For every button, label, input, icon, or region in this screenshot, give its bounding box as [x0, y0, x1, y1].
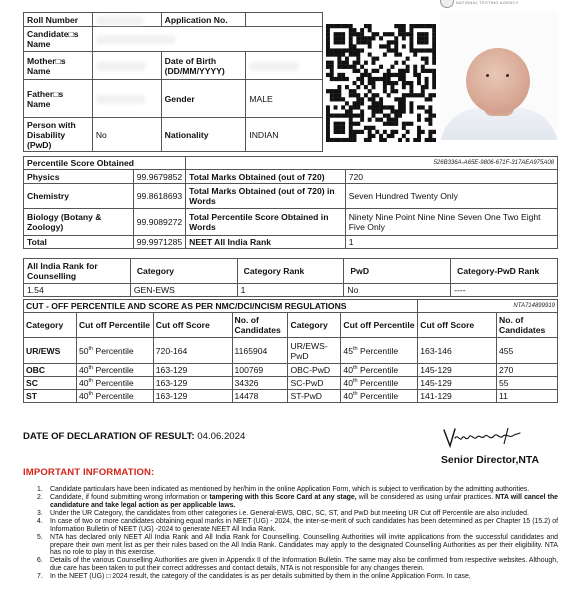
application-no-label: Application No. — [161, 13, 246, 27]
scorecard-hash: 526B336A-A65E-9806-671F-317AEA975A08 — [186, 157, 558, 170]
percentile-words-label: Total Percentile Score Obtained in Words — [186, 209, 346, 236]
cutoff-title: CUT - OFF PERCENTILE AND SCORE AS PER NMC/DCI/NCISM REGULATIONS — [24, 300, 418, 313]
air-label: NEET All India Rank — [186, 236, 346, 249]
total-marks-label: Total Marks Obtained (out of 720) — [186, 170, 346, 184]
list-item: 6. Details of the various Counselling Authorities are given in Appendix II of the Information Bulletin. The same may also be confirmed from respective websites. Although, due care has been taken to put their correct addresses and contact details, NTA is not responsible for any changes therein. — [37, 557, 558, 572]
cutoff-category: UR/EWS — [24, 338, 77, 364]
cutoff-candidates: 270 — [497, 364, 558, 377]
candidate-name-value — [92, 27, 322, 52]
cutoff-candidates: 14478 — [232, 390, 288, 403]
cutoff-header: Category — [24, 313, 77, 338]
cutoff-score: 145-129 — [418, 364, 497, 377]
list-item: 3. Under the UR Category, the candidates from other categories i.e. General-EWS, OBC, SC, ST, and PwD but meeting UR Cut off Percentile are also included. — [37, 509, 529, 517]
list-item: 5. NTA has declared only NEET All India Rank and All India Rank for Counselling. Counselling Authorities will invite applications from the successful candidates and prepare their own merit list as per their rules based on the All India Rank. Candidates may apply to the designated Counselling Authorities as per their eligibility. NTA has no role to play in this exercise. — [37, 533, 558, 557]
cutoff-header: Cut off Percentile — [341, 313, 418, 338]
pwd-label: Person with Disability (PwD) — [24, 118, 93, 152]
total-words-value: Seven Hundred Twenty Only — [345, 184, 557, 209]
qr-code — [326, 24, 436, 142]
cutoff-score: 163-129 — [153, 377, 232, 390]
emblem-icon — [440, 0, 454, 8]
chemistry-label: Chemistry — [24, 184, 134, 209]
air-value: 1 — [345, 236, 557, 249]
cutoff-percentile: 40th Percentile — [76, 364, 153, 377]
cutoff-score: 720-164 — [153, 338, 232, 364]
candidate-photo — [440, 12, 558, 140]
cutoff-percentile: 40th Percentile — [341, 364, 418, 377]
biology-label: Biology (Botany & Zoology) — [24, 209, 134, 236]
table-row — [24, 364, 558, 377]
category-pwd-rank-label: Category-PwD Rank — [451, 259, 558, 284]
declaration-date — [23, 431, 245, 442]
cutoff-category: SC — [24, 377, 77, 390]
cutoff-score: 163-129 — [153, 390, 232, 403]
cutoff-candidates: 455 — [497, 338, 558, 364]
signature — [440, 424, 530, 452]
cutoff-category: OBC-PwD — [288, 364, 341, 377]
total-words-label: Total Marks Obtained (out of 720) in Words — [186, 184, 346, 209]
table-row — [24, 390, 558, 403]
roll-number-value — [92, 13, 161, 27]
air-counselling-label: All India Rank for Counselling — [24, 259, 131, 284]
chemistry-value: 99.8618693 — [133, 184, 185, 209]
cutoff-category: ST — [24, 390, 77, 403]
dob-label: Date of Birth (DD/MM/YYYY) — [161, 52, 246, 80]
category-rank-label: Category Rank — [237, 259, 344, 284]
cutoff-percentile: 40th Percentile — [76, 377, 153, 390]
biology-value: 99.9089272 — [133, 209, 185, 236]
important-info-list — [37, 486, 558, 581]
total-label: Total — [24, 236, 134, 249]
cutoff-header: No. of Candidates — [232, 313, 288, 338]
nationality-value: INDIAN — [246, 118, 323, 152]
application-no-value — [246, 13, 323, 27]
rank-pwd-label: PwD — [344, 259, 451, 284]
cutoff-candidates: 11 — [497, 390, 558, 403]
gender-label: Gender — [161, 80, 246, 118]
cutoff-score: 141-129 — [418, 390, 497, 403]
cutoff-percentile: 45th Percentile — [341, 338, 418, 364]
roll-number-label: Roll Number — [24, 13, 93, 27]
cutoff-category: OBC — [24, 364, 77, 377]
list-item: 4. In case of two or more candidates obtaining equal marks in NEET (UG) - 2024, the inter-se-merit of such candidates has been determined as per Chapter 15 (15.2) of Information Bulletin of NEET (UG) -2024 to generate NEET All India Rank. — [37, 518, 558, 533]
physics-label: Physics — [24, 170, 134, 184]
candidate-details-table — [23, 12, 323, 152]
percentile-words-value: Ninety Nine Point Nine Nine Seven One Two Eight Five Only — [345, 209, 557, 236]
rank-pwd-value: No — [344, 284, 451, 297]
physics-value: 99.9679852 — [133, 170, 185, 184]
category-pwd-rank-value: ---- — [451, 284, 558, 297]
cutoff-candidates: 55 — [497, 377, 558, 390]
cutoff-candidates: 34326 — [232, 377, 288, 390]
rank-category-label: Category — [130, 259, 237, 284]
cutoff-candidates: 100769 — [232, 364, 288, 377]
cutoff-code: NTA714899919 — [418, 300, 558, 313]
list-item: 2. Candidate, if found submitting wrong information or tampering with this Score Card at any stage, will be considered as using unfair practices. NTA will cancel the candidature and take legal action as per applicable laws. — [37, 494, 559, 509]
total-marks-value: 720 — [345, 170, 557, 184]
table-row — [24, 338, 558, 364]
cutoff-header: No. of Candidates — [497, 313, 558, 338]
nationality-label: Nationality — [161, 118, 246, 152]
table-row — [24, 377, 558, 390]
declaration-date-value: 04.06.2024 — [197, 431, 246, 442]
percentile-section-title: Percentile Score Obtained — [24, 157, 186, 170]
cutoff-percentile: 40th Percentile — [76, 390, 153, 403]
cutoff-percentile: 50th Percentile — [76, 338, 153, 364]
father-name-label: Father□s Name — [24, 80, 93, 118]
cutoff-score: 145-129 — [418, 377, 497, 390]
gender-value: MALE — [246, 80, 323, 118]
rank-category-value: GEN-EWS — [130, 284, 237, 297]
cutoff-header: Cut off Score — [418, 313, 497, 338]
cutoff-table — [23, 299, 558, 403]
cutoff-category: ST-PwD — [288, 390, 341, 403]
candidate-name-label: Candidate□s Name — [24, 27, 93, 52]
signatory-title: Senior Director,NTA — [441, 455, 539, 466]
cutoff-category: UR/EWS-PwD — [288, 338, 341, 364]
cutoff-header: Cut off Percentile — [76, 313, 153, 338]
mother-name-value — [92, 52, 161, 80]
cutoff-score: 163-146 — [418, 338, 497, 364]
cutoff-percentile: 40th Percentile — [341, 390, 418, 403]
cutoff-category: SC-PwD — [288, 377, 341, 390]
percentile-score-table — [23, 156, 558, 249]
important-info-title: IMPORTANT INFORMATION: — [23, 467, 155, 478]
mother-name-label: Mother□s Name — [24, 52, 93, 80]
dob-value — [246, 52, 323, 80]
air-counselling-value: 1.54 — [24, 284, 131, 297]
cutoff-score: 163-129 — [153, 364, 232, 377]
father-name-value — [92, 80, 161, 118]
cutoff-percentile: 40th Percentile — [341, 377, 418, 390]
cutoff-header: Cut off Score — [153, 313, 232, 338]
total-value: 99.9971285 — [133, 236, 185, 249]
list-item: 7. In the NEET (UG) □ 2024 result, the category of the candidates is as per details submitted by them in the online Application Form. In case, — [37, 573, 471, 581]
list-item: 1. Candidate particulars have been indicated as mentioned by her/him in the online Application Form, which is subject to verification by the admitting authorities. — [37, 486, 530, 493]
agency-name: NATIONAL TESTING AGENCY — [456, 0, 519, 5]
declaration-label: DATE OF DECLARATION OF RESULT: — [23, 431, 198, 442]
pwd-value: No — [92, 118, 161, 152]
cutoff-header: Category — [288, 313, 341, 338]
agency-header-mark — [440, 0, 570, 8]
rank-table — [23, 258, 558, 297]
cutoff-candidates: 1165904 — [232, 338, 288, 364]
cutoff-header-row — [24, 313, 558, 338]
category-rank-value: 1 — [237, 284, 344, 297]
